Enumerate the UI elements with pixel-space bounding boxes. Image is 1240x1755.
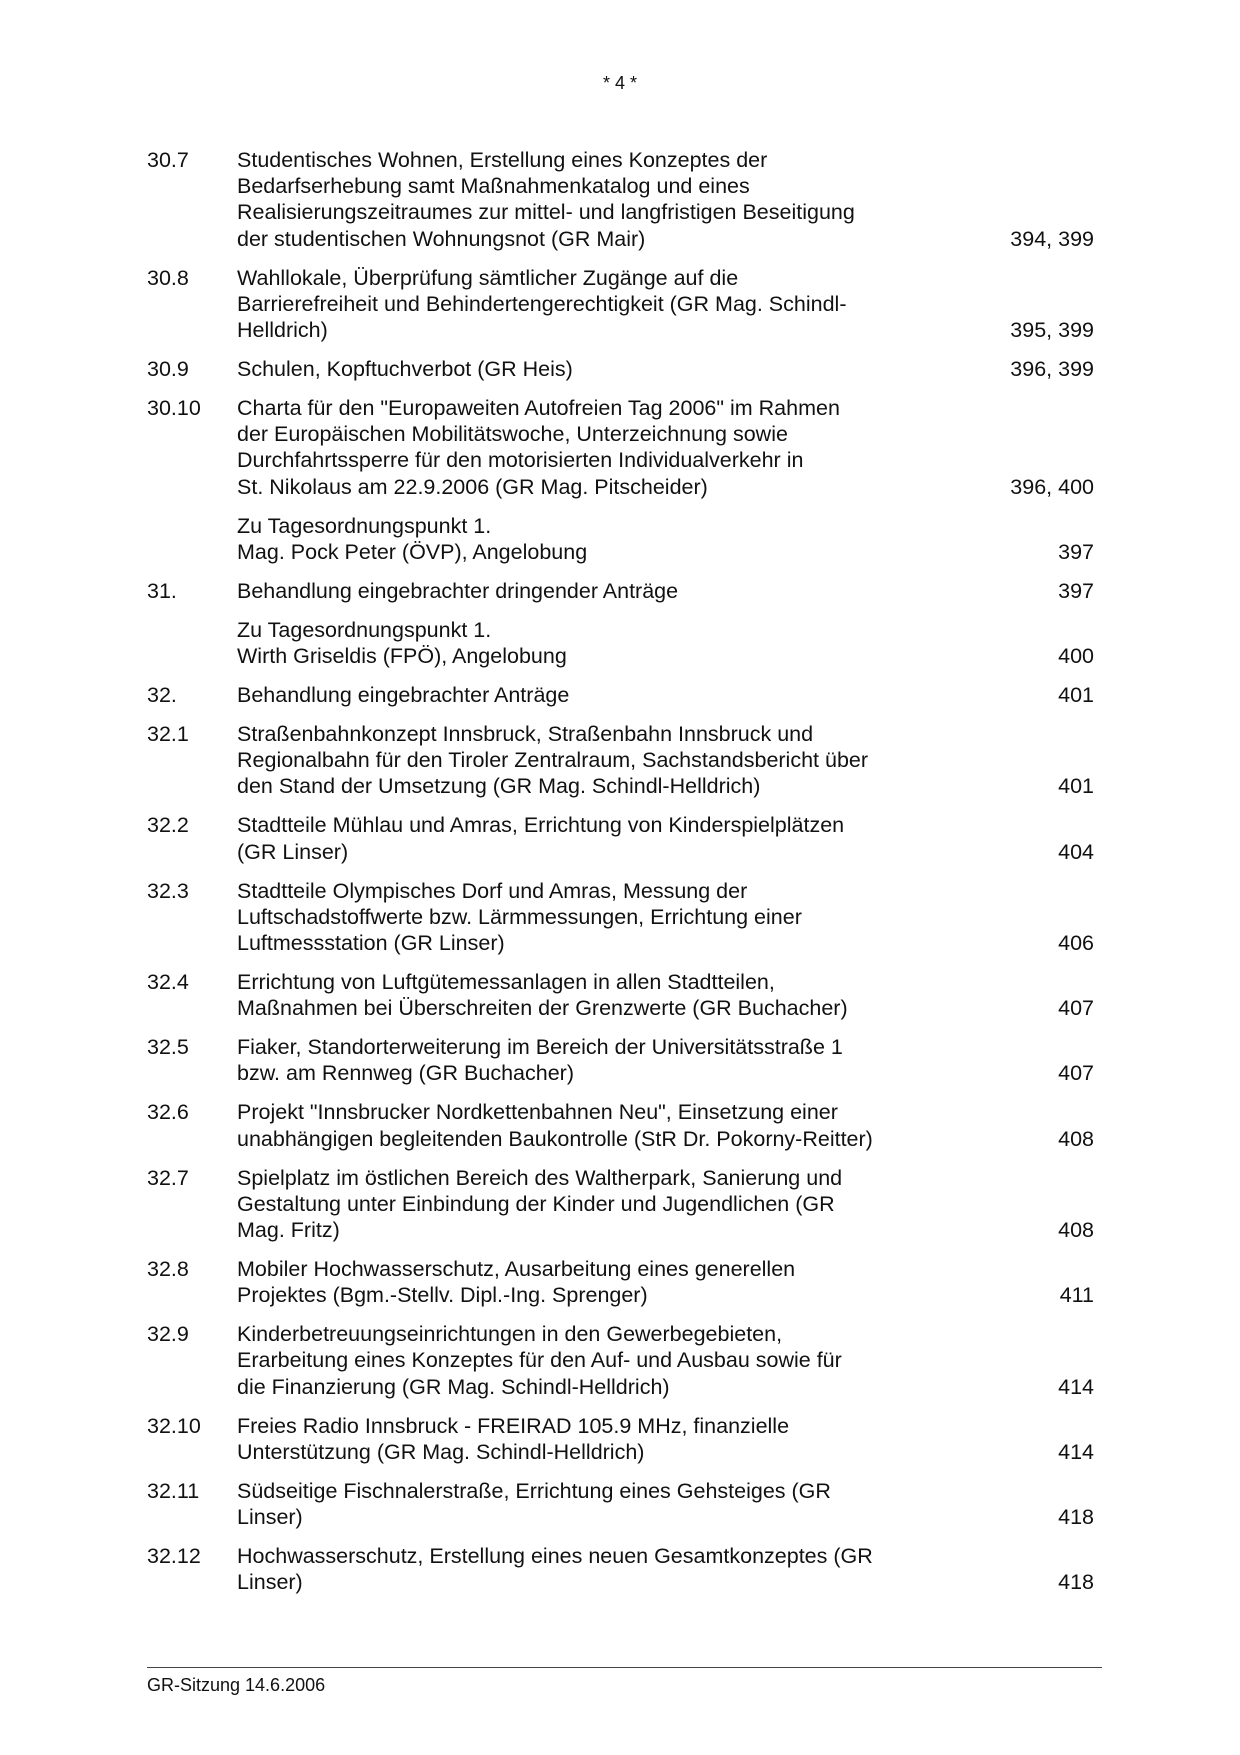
toc-entry-title <box>237 1413 927 1465</box>
toc-entry-title-line: Südseitige Fischnalerstraße, Errichtung eines Gehsteiges (GR <box>237 1478 831 1503</box>
toc-entry-pages: 408 <box>1058 1126 1094 1151</box>
toc-entry-title <box>237 721 927 800</box>
toc-entry-number: 32.2 <box>147 813 189 838</box>
toc-entry-title <box>237 395 927 500</box>
toc-entry-title <box>237 878 927 957</box>
toc-entry <box>147 265 1094 344</box>
toc-entry-title-line: St. Nikolaus am 22.9.2006 (GR Mag. Pitscheider) <box>237 474 708 499</box>
toc-entry-pages: 401 <box>1058 774 1094 799</box>
toc-entry-title-line: Fiaker, Standorterweiterung im Bereich der Universitätsstraße 1 <box>237 1035 843 1060</box>
toc-entry-title-line: Charta für den "Europaweiten Autofreien Tag 2006" im Rahmen <box>237 396 840 421</box>
toc-entry-pages: 396, 400 <box>1010 474 1094 499</box>
toc-entry-title <box>237 617 927 669</box>
toc-entry <box>147 1413 1094 1465</box>
toc-entry-title <box>237 513 927 565</box>
toc-entry-title-line: Wirth Griseldis (FPÖ), Angelobung <box>237 644 567 669</box>
toc-entry <box>147 682 1094 708</box>
toc-entry-title-line: Unterstützung (GR Mag. Schindl-Helldrich) <box>237 1439 645 1464</box>
toc-entry-title-line: Mag. Fritz) <box>237 1218 340 1243</box>
toc-entry-pages: 407 <box>1058 1061 1094 1086</box>
toc-entry-number: 32.5 <box>147 1035 189 1060</box>
toc-entry <box>147 812 1094 864</box>
toc-entry-title <box>237 1034 927 1086</box>
toc-entry-title-line: die Finanzierung (GR Mag. Schindl-Helldrich) <box>237 1374 670 1399</box>
toc-entry-pages: 397 <box>1058 539 1094 564</box>
toc-entry-title-line: Freies Radio Innsbruck - FREIRAD 105.9 MHz, finanzielle <box>237 1413 790 1438</box>
toc-entry-title-line: Zu Tagesordnungspunkt 1. <box>237 617 492 642</box>
toc-entry-title-line: den Stand der Umsetzung (GR Mag. Schindl-Helldrich) <box>237 774 761 799</box>
toc-entry-pages: 418 <box>1058 1570 1094 1595</box>
toc-entry-pages: 401 <box>1058 683 1094 708</box>
toc-entry-pages: 407 <box>1058 996 1094 1021</box>
toc-entry-title-line: Linser) <box>237 1570 303 1595</box>
toc-entry-title-line: (GR Linser) <box>237 839 349 864</box>
toc-entry-number: 32.3 <box>147 878 189 903</box>
toc-entry-pages: 395, 399 <box>1010 318 1094 343</box>
toc-entry-pages: 408 <box>1058 1218 1094 1243</box>
toc-entry <box>147 1478 1094 1530</box>
toc-entry-title-line: Zu Tagesordnungspunkt 1. <box>237 513 492 538</box>
toc-entry-title-line: Regionalbahn für den Tiroler Zentralraum, Sachstandsbericht über <box>237 748 869 773</box>
toc-entry-title <box>237 969 927 1021</box>
toc-entry-title-line: Realisierungszeitraumes zur mittel- und langfristigen Beseitigung <box>237 200 855 225</box>
toc-entry-number: 30.10 <box>147 396 201 421</box>
footer-divider <box>147 1667 1102 1668</box>
toc-entry <box>147 578 1094 604</box>
toc-entry-pages: 406 <box>1058 931 1094 956</box>
toc-entry-title-line: Barrierefreiheit und Behindertengerechtigkeit (GR Mag. Schindl- <box>237 291 847 316</box>
toc-entry-title-line: Studentisches Wohnen, Erstellung eines Konzeptes der <box>237 148 768 172</box>
toc-entry-title <box>237 1478 927 1530</box>
toc-entry-title-line: Luftmessstation (GR Linser) <box>237 931 505 956</box>
toc-entry-title <box>237 682 927 708</box>
toc-entry <box>147 356 1094 382</box>
toc-entry-number: 32.4 <box>147 970 189 995</box>
toc-entry-title <box>237 1165 927 1244</box>
toc-entry-title-line: Kinderbetreuungseinrichtungen in den Gewerbegebieten, <box>237 1322 783 1347</box>
toc-entry-title-line: der Europäischen Mobilitätswoche, Unterzeichnung sowie <box>237 422 788 447</box>
toc-entry-number: 32.8 <box>147 1257 189 1282</box>
toc-entry <box>147 1099 1094 1151</box>
toc-entry-number: 32.6 <box>147 1100 189 1125</box>
toc-entry-title <box>237 1321 927 1400</box>
toc-entry-title-line: Hochwasserschutz, Erstellung eines neuen Gesamtkonzeptes (GR <box>237 1544 873 1569</box>
toc-entry <box>147 513 1094 565</box>
toc-entry-title-line: Erarbeitung eines Konzeptes für den Auf- und Ausbau sowie für <box>237 1348 842 1373</box>
toc-entry-title-line: Mobiler Hochwasserschutz, Ausarbeitung eines generellen <box>237 1257 796 1282</box>
toc-entry-number: 32.10 <box>147 1413 201 1438</box>
toc-entry-number: 30.9 <box>147 357 189 382</box>
toc-entry-title <box>237 356 927 382</box>
toc-entry-number: 32.9 <box>147 1322 189 1347</box>
toc-entry-title-line: Mag. Pock Peter (ÖVP), Angelobung <box>237 539 588 564</box>
toc-entry-title-line: Behandlung eingebrachter dringender Anträge <box>237 578 679 603</box>
toc-entry-pages: 414 <box>1058 1374 1094 1399</box>
footer-text: GR-Sitzung 14.6.2006 <box>147 1675 326 1695</box>
toc-entry-number: 32.11 <box>147 1478 200 1503</box>
toc-entry-title-line: Maßnahmen bei Überschreiten der Grenzwerte (GR Buchacher) <box>237 996 848 1021</box>
toc-entry <box>147 1256 1094 1308</box>
toc-entry-title-line: Straßenbahnkonzept Innsbruck, Straßenbahn Innsbruck und <box>237 722 814 747</box>
table-of-contents <box>147 147 1094 1608</box>
toc-entry-title-line: Projekt "Innsbrucker Nordkettenbahnen Neu", Einsetzung einer <box>237 1100 838 1125</box>
toc-entry-title-line: Spielplatz im östlichen Bereich des Waltherpark, Sanierung und <box>237 1165 843 1190</box>
toc-entry-number: 30.8 <box>147 265 189 290</box>
toc-entry <box>147 1321 1094 1400</box>
toc-entry-title-line: Stadtteile Olympisches Dorf und Amras, Messung der <box>237 878 748 903</box>
toc-entry <box>147 1543 1094 1595</box>
toc-entry-title-line: Projektes (Bgm.-Stellv. Dipl.-Ing. Sprenger) <box>237 1283 648 1308</box>
toc-entry-pages: 396, 399 <box>1010 357 1094 382</box>
toc-entry <box>147 878 1094 957</box>
toc-entry-title-line: Linser) <box>237 1505 303 1530</box>
toc-entry-title <box>237 147 927 252</box>
toc-entry-number: 32.7 <box>147 1165 189 1190</box>
toc-entry-title-line: Wahllokale, Überprüfung sämtlicher Zugänge auf die <box>237 265 739 290</box>
toc-entry-number: 30.7 <box>147 148 189 172</box>
toc-entry-title <box>237 1256 927 1308</box>
toc-entry-title-line: Luftschadstoffwerte bzw. Lärmmessungen, Errichtung einer <box>237 904 802 929</box>
toc-entry <box>147 1034 1094 1086</box>
toc-entry <box>147 969 1094 1021</box>
toc-entry-title-line: Errichtung von Luftgütemessanlagen in allen Stadtteilen, <box>237 970 775 995</box>
toc-entry-title-line: Durchfahrtssperre für den motorisierten Individualverkehr in <box>237 448 804 473</box>
toc-entry-pages: 394, 399 <box>1010 226 1094 251</box>
toc-entry-title-line: Gestaltung unter Einbindung der Kinder und Jugendlichen (GR <box>237 1191 835 1216</box>
toc-entry-title-line: bzw. am Rennweg (GR Buchacher) <box>237 1061 574 1086</box>
toc-entry-title-line: unabhängigen begleitenden Baukontrolle (StR Dr. Pokorny-Reitter) <box>237 1126 873 1151</box>
toc-entry <box>147 1165 1094 1244</box>
toc-entry <box>147 147 1094 252</box>
toc-entry-title-line: Stadtteile Mühlau und Amras, Errichtung von Kinderspielplätzen <box>237 813 845 838</box>
toc-entry-title <box>237 812 927 864</box>
toc-entry-title <box>237 1099 927 1151</box>
toc-entry-pages: 411 <box>1059 1283 1094 1308</box>
toc-entry <box>147 617 1094 669</box>
toc-entry-number: 32.1 <box>147 722 189 747</box>
toc-entry-title-line: Behandlung eingebrachter Anträge <box>237 683 570 708</box>
toc-entry-number: 32. <box>147 683 177 708</box>
page-number: * 4 * <box>602 73 638 93</box>
toc-entry-pages: 414 <box>1058 1439 1094 1464</box>
toc-entry-pages: 400 <box>1058 644 1094 669</box>
toc-entry-pages: 418 <box>1058 1505 1094 1530</box>
toc-entry <box>147 395 1094 500</box>
toc-entry-title-line: Bedarfserhebung samt Maßnahmenkatalog und eines <box>237 174 750 199</box>
toc-entry-title-line: der studentischen Wohnungsnot (GR Mair) <box>237 226 646 251</box>
toc-entry-title-line: Schulen, Kopftuchverbot (GR Heis) <box>237 357 573 382</box>
toc-entry-number: 32.12 <box>147 1544 201 1569</box>
toc-entry-title-line: Helldrich) <box>237 318 328 343</box>
toc-entry-pages: 404 <box>1058 839 1094 864</box>
toc-entry-pages: 397 <box>1058 578 1094 603</box>
toc-entry-number: 31. <box>147 578 177 603</box>
toc-entry-title <box>237 1543 927 1595</box>
toc-entry-title <box>237 265 927 344</box>
toc-entry <box>147 721 1094 800</box>
toc-entry-title <box>237 578 927 604</box>
